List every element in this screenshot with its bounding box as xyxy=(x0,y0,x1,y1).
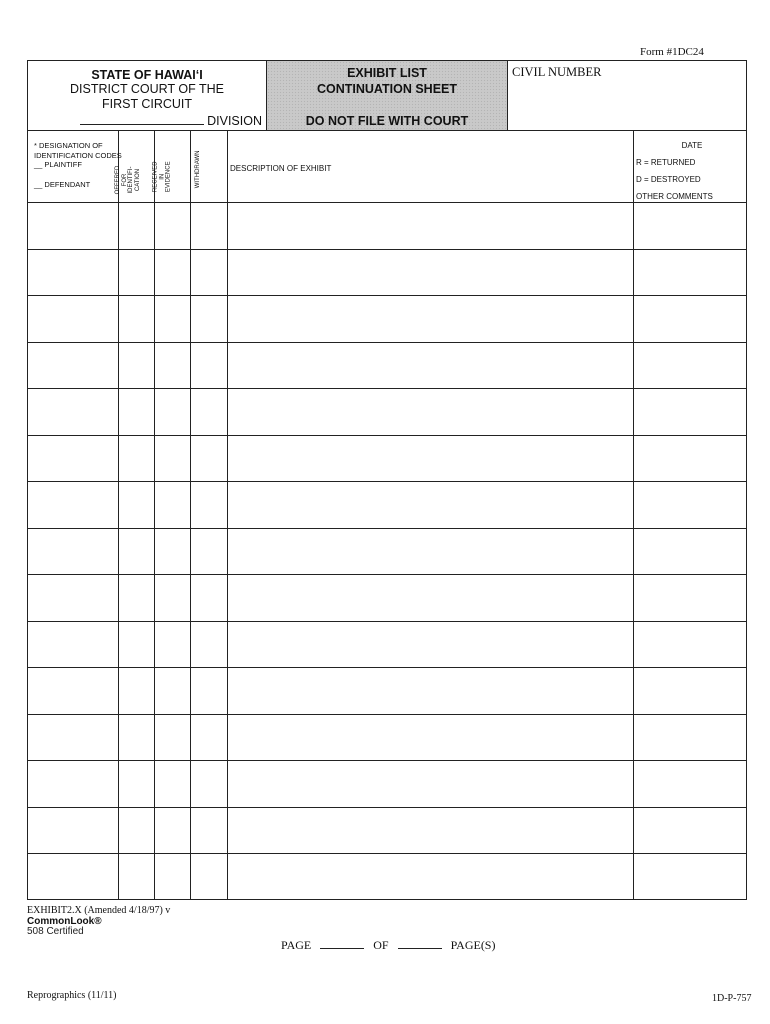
row-offered-cell[interactable] xyxy=(119,668,153,713)
row-offered-cell[interactable] xyxy=(119,854,153,899)
row-offered-cell[interactable] xyxy=(119,482,153,527)
row-date-cell[interactable] xyxy=(634,389,744,434)
row-designation-cell[interactable] xyxy=(29,622,117,667)
row-withdrawn-cell[interactable] xyxy=(191,529,226,574)
designation-label: * DESIGNATION OF IDENTIFICATION CODES xyxy=(34,141,122,160)
withdrawn-header: WITHDRAWN xyxy=(194,150,201,189)
row-description-cell[interactable] xyxy=(228,668,632,713)
document-id: 1D-P-757 xyxy=(712,993,752,1004)
row-received-cell[interactable] xyxy=(155,622,189,667)
row-description-cell[interactable] xyxy=(228,203,632,248)
destroyed-label: D = DESTROYED xyxy=(636,175,701,184)
row-withdrawn-cell[interactable] xyxy=(191,436,226,481)
row-offered-cell[interactable] xyxy=(119,296,153,341)
row-offered-cell[interactable] xyxy=(119,715,153,760)
row-description-cell[interactable] xyxy=(228,575,632,620)
row-date-cell[interactable] xyxy=(634,761,744,806)
row-offered-cell[interactable] xyxy=(119,529,153,574)
division-blank-field[interactable] xyxy=(80,112,204,125)
row-designation-cell[interactable] xyxy=(29,436,117,481)
division-label: DIVISION xyxy=(207,114,262,128)
row-description-cell[interactable] xyxy=(228,715,632,760)
of-label: OF xyxy=(373,938,389,952)
date-label: DATE xyxy=(681,141,703,150)
date-header xyxy=(636,141,748,209)
row-date-cell[interactable] xyxy=(634,250,744,295)
row-designation-cell[interactable] xyxy=(29,854,117,899)
row-offered-cell[interactable] xyxy=(119,808,153,853)
designation-header xyxy=(34,141,124,189)
row-description-cell[interactable] xyxy=(228,808,632,853)
row-date-cell[interactable] xyxy=(634,203,744,248)
pages-label: PAGE(S) xyxy=(450,938,496,952)
row-received-cell[interactable] xyxy=(155,389,189,434)
page-counter xyxy=(281,938,495,953)
row-received-cell[interactable] xyxy=(155,343,189,388)
row-date-cell[interactable] xyxy=(634,529,744,574)
row-date-cell[interactable] xyxy=(634,482,744,527)
row-withdrawn-cell[interactable] xyxy=(191,482,226,527)
row-received-cell[interactable] xyxy=(155,854,189,899)
row-designation-cell[interactable] xyxy=(29,575,117,620)
commonlook-label: CommonLook® xyxy=(27,916,102,927)
row-received-cell[interactable] xyxy=(155,296,189,341)
row-designation-cell[interactable] xyxy=(29,529,117,574)
row-withdrawn-cell[interactable] xyxy=(191,575,226,620)
court-district: DISTRICT COURT OF THE xyxy=(70,82,224,96)
form-number: Form #1DC24 xyxy=(640,46,704,58)
row-received-cell[interactable] xyxy=(155,482,189,527)
row-received-cell[interactable] xyxy=(155,436,189,481)
received-header: RECEIVED IN EVIDENCE xyxy=(152,161,172,193)
civil-number-label[interactable]: CIVIL NUMBER xyxy=(512,65,602,79)
row-date-cell[interactable] xyxy=(634,436,744,481)
row-offered-cell[interactable] xyxy=(119,203,153,248)
title-do-not-file: DO NOT FILE WITH COURT xyxy=(305,114,469,128)
row-received-cell[interactable] xyxy=(155,575,189,620)
offered-header: OFFERED FOR IDENTIFI- CATION xyxy=(115,165,141,195)
row-designation-cell[interactable] xyxy=(29,343,117,388)
row-offered-cell[interactable] xyxy=(119,389,153,434)
plaintiff-label: __ PLAINTIFF xyxy=(34,160,82,169)
row-description-cell[interactable] xyxy=(228,529,632,574)
row-designation-cell[interactable] xyxy=(29,715,117,760)
row-received-cell[interactable] xyxy=(155,203,189,248)
row-withdrawn-cell[interactable] xyxy=(191,808,226,853)
form-code: EXHIBIT2.X (Amended 4/18/97) v xyxy=(27,905,171,916)
row-offered-cell[interactable] xyxy=(119,622,153,667)
row-date-cell[interactable] xyxy=(634,622,744,667)
row-withdrawn-cell[interactable] xyxy=(191,622,226,667)
row-offered-cell[interactable] xyxy=(119,250,153,295)
row-withdrawn-cell[interactable] xyxy=(191,668,226,713)
row-withdrawn-cell[interactable] xyxy=(191,854,226,899)
row-offered-cell[interactable] xyxy=(119,575,153,620)
title-continuation: CONTINUATION SHEET xyxy=(316,82,458,96)
row-offered-cell[interactable] xyxy=(119,761,153,806)
other-comments-label: OTHER COMMENTS xyxy=(636,192,713,201)
row-date-cell[interactable] xyxy=(634,343,744,388)
row-description-cell[interactable] xyxy=(228,761,632,806)
row-offered-cell[interactable] xyxy=(119,436,153,481)
title-block xyxy=(266,61,508,130)
row-description-cell[interactable] xyxy=(228,250,632,295)
row-withdrawn-cell[interactable] xyxy=(191,296,226,341)
row-withdrawn-cell[interactable] xyxy=(191,343,226,388)
row-received-cell[interactable] xyxy=(155,668,189,713)
row-description-cell[interactable] xyxy=(228,436,632,481)
row-withdrawn-cell[interactable] xyxy=(191,715,226,760)
row-received-cell[interactable] xyxy=(155,529,189,574)
returned-label: R = RETURNED xyxy=(636,158,696,167)
row-received-cell[interactable] xyxy=(155,250,189,295)
row-description-cell[interactable] xyxy=(228,482,632,527)
row-designation-cell[interactable] xyxy=(29,761,117,806)
page-number-field[interactable] xyxy=(320,938,364,949)
page-total-field[interactable] xyxy=(398,938,442,949)
row-description-cell[interactable] xyxy=(228,389,632,434)
row-description-cell[interactable] xyxy=(228,296,632,341)
title-exhibit-list: EXHIBIT LIST xyxy=(347,66,427,80)
row-designation-cell[interactable] xyxy=(29,203,117,248)
certified-label: 508 Certified xyxy=(27,926,84,937)
row-received-cell[interactable] xyxy=(155,761,189,806)
row-description-cell[interactable] xyxy=(228,622,632,667)
exhibit-table xyxy=(27,131,747,900)
row-designation-cell[interactable] xyxy=(29,808,117,853)
row-date-cell[interactable] xyxy=(634,854,744,899)
row-received-cell[interactable] xyxy=(155,715,189,760)
defendant-label: __ DEFENDANT xyxy=(34,179,91,189)
row-designation-cell[interactable] xyxy=(29,389,117,434)
row-offered-cell[interactable] xyxy=(119,343,153,388)
description-header: DESCRIPTION OF EXHIBIT xyxy=(230,164,332,173)
row-withdrawn-cell[interactable] xyxy=(191,250,226,295)
row-withdrawn-cell[interactable] xyxy=(191,389,226,434)
header-block xyxy=(27,60,747,131)
row-withdrawn-cell[interactable] xyxy=(191,203,226,248)
row-date-cell[interactable] xyxy=(634,808,744,853)
row-designation-cell[interactable] xyxy=(29,482,117,527)
row-designation-cell[interactable] xyxy=(29,668,117,713)
row-received-cell[interactable] xyxy=(155,808,189,853)
reprographics-label: Reprographics (11/11) xyxy=(27,990,117,1001)
court-circuit: FIRST CIRCUIT xyxy=(101,97,193,111)
court-block xyxy=(28,61,266,130)
row-date-cell[interactable] xyxy=(634,575,744,620)
row-date-cell[interactable] xyxy=(634,296,744,341)
court-state: STATE OF HAWAI‘I xyxy=(91,68,203,82)
page-label: PAGE xyxy=(281,938,312,952)
row-description-cell[interactable] xyxy=(228,854,632,899)
row-designation-cell[interactable] xyxy=(29,250,117,295)
division-line xyxy=(28,112,266,129)
row-date-cell[interactable] xyxy=(634,715,744,760)
row-date-cell[interactable] xyxy=(634,668,744,713)
row-designation-cell[interactable] xyxy=(29,296,117,341)
row-withdrawn-cell[interactable] xyxy=(191,761,226,806)
row-description-cell[interactable] xyxy=(228,343,632,388)
